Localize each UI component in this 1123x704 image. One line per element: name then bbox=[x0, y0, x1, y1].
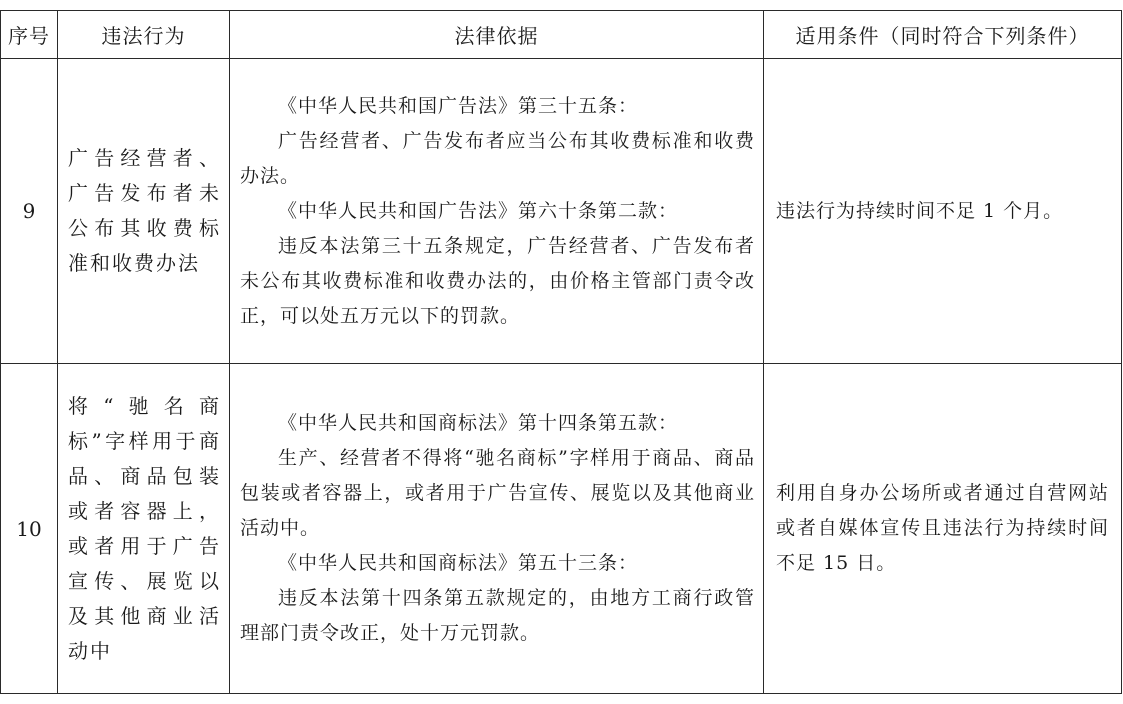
header-serial-no: 序号 bbox=[1, 11, 58, 59]
condition-cell: 违法行为持续时间不足 1 个月。 bbox=[764, 59, 1122, 364]
basis-paragraph: 《中华人民共和国广告法》第六十条第二款： bbox=[278, 199, 679, 222]
basis-paragraph: 《中华人民共和国商标法》第十四条第五款： bbox=[278, 412, 679, 434]
violation-cell: 广告经营者、广告发布者未公布其收费标准和收费办法 bbox=[58, 59, 230, 364]
serial-no-cell: 9 bbox=[1, 59, 58, 364]
legal-basis-cell bbox=[230, 59, 764, 364]
violation-table bbox=[0, 10, 1122, 694]
violation-cell: 将“驰名商标”字样用于商品、商品包装或者容器上，或者用于广告宣传、展览以及其他商业活动中 bbox=[58, 364, 230, 694]
condition-cell: 利用自身办公场所或者通过自营网站或者自媒体宣传且违法行为持续时间不足 15 日。 bbox=[764, 364, 1122, 694]
header-legal-basis: 法律依据 bbox=[230, 11, 764, 59]
basis-paragraph: 生产、经营者不得将“驰名商标”字样用于商品、商品包装或者容器上，或者用于广告宣传、展览以及其他商业活动中。 bbox=[240, 447, 755, 539]
basis-paragraph: 违反本法第三十五条规定，广告经营者、广告发布者未公布其收费标准和收费办法的，由价格主管部门责令改正，可以处五万元以下的罚款。 bbox=[240, 234, 755, 327]
table-row bbox=[1, 59, 1122, 364]
table-row bbox=[1, 364, 1122, 694]
header-violation: 违法行为 bbox=[58, 11, 230, 59]
table-header-row bbox=[1, 11, 1122, 59]
basis-paragraph: 违反本法第十四条第五款规定的，由地方工商行政管理部门责令改正，处十万元罚款。 bbox=[240, 587, 755, 644]
header-applicable-condition: 适用条件（同时符合下列条件） bbox=[764, 11, 1122, 59]
serial-no-cell: 10 bbox=[1, 364, 58, 694]
basis-paragraph: 广告经营者、广告发布者应当公布其收费标准和收费办法。 bbox=[240, 129, 755, 187]
basis-paragraph: 《中华人民共和国广告法》第三十五条： bbox=[278, 94, 639, 117]
basis-paragraph: 《中华人民共和国商标法》第五十三条： bbox=[278, 552, 639, 574]
legal-basis-cell bbox=[230, 364, 764, 694]
